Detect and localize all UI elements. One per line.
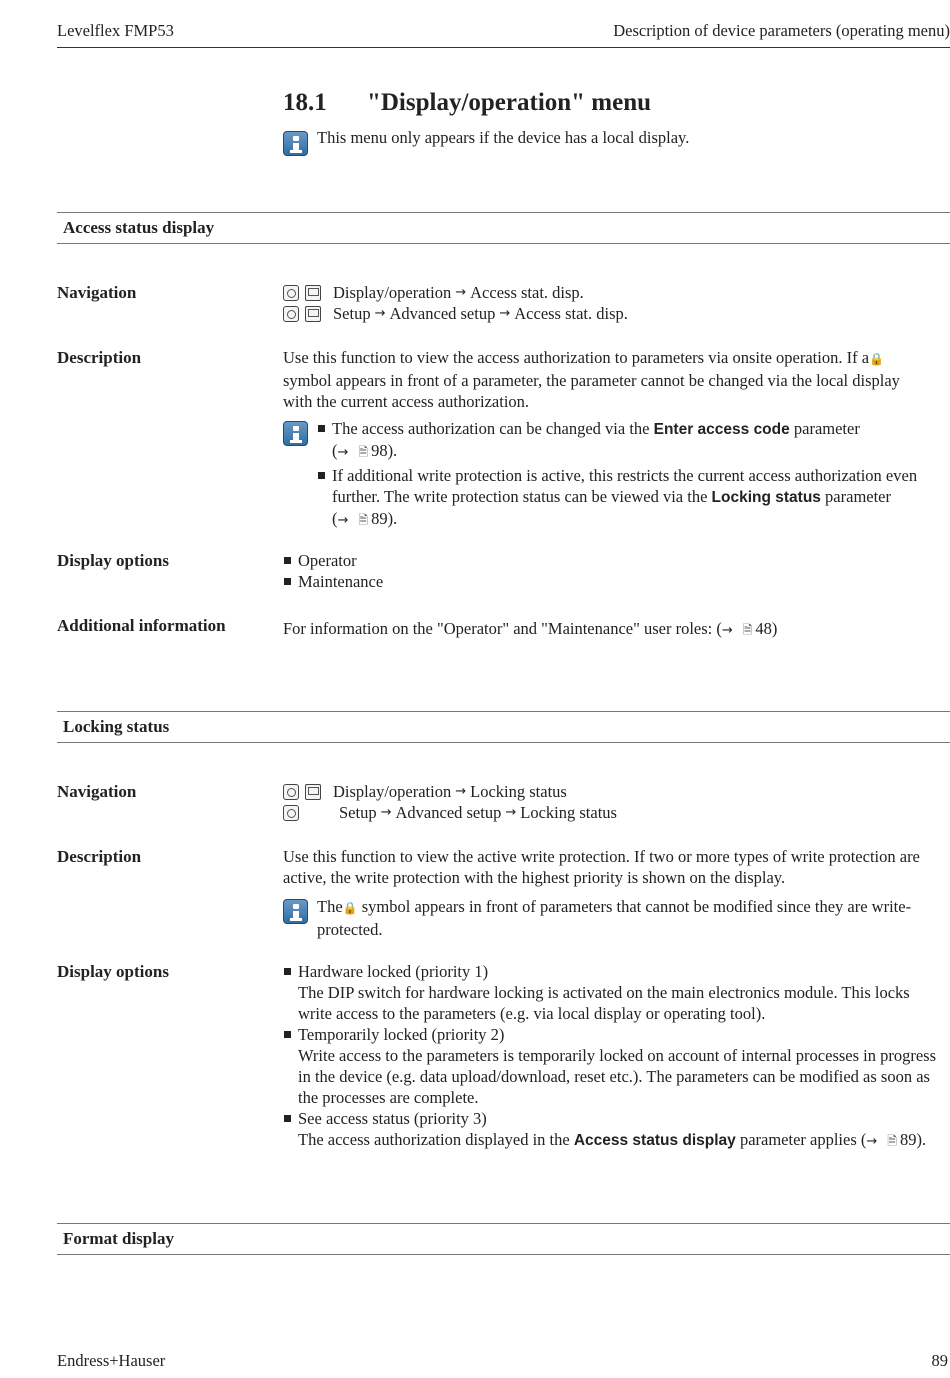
label-display-options: Display options <box>57 962 169 981</box>
keypad-icon <box>283 784 299 800</box>
option-item: Operator <box>283 550 383 571</box>
list-item: If additional write protection is active, this restricts the current access authorization even further. The write protection status can be viewed via the Locking status parameter (→ 🗎 89). <box>317 465 945 531</box>
display-options <box>283 550 383 592</box>
section-note: This menu only appears if the device has a local display. <box>317 128 690 147</box>
arrow-icon: → <box>499 306 511 321</box>
navigation-paths <box>283 781 617 823</box>
display-icon <box>305 784 321 800</box>
keypad-icon <box>283 285 299 301</box>
keypad-icon <box>283 306 299 322</box>
display-options <box>283 961 945 1152</box>
keypad-icon <box>283 805 299 821</box>
navigation-path: Display/operation → Locking status <box>283 781 617 802</box>
parameter-header-access-status <box>57 212 950 244</box>
parameter-title: Format display <box>63 1229 174 1248</box>
parameter-title: Locking status <box>63 717 170 736</box>
arrow-icon: → <box>866 1134 878 1149</box>
header-product: Levelflex FMP53 <box>57 21 174 40</box>
label-navigation: Navigation <box>57 283 137 302</box>
page-reference-icon: 🗎 <box>742 623 753 637</box>
label-navigation: Navigation <box>57 782 137 801</box>
description-text: Use this function to view the access authorization to parameters via onsite operation. If a🔒 symbol appears in front of a parameter, the parameter cannot be changed via the local display with the current access authorization. <box>283 348 900 411</box>
navigation-path: Setup → Advanced setup → Locking status <box>283 802 617 823</box>
parameter-title: Access status display <box>63 218 215 237</box>
header-rule <box>57 47 950 48</box>
parameter-header-format-display <box>57 1223 950 1255</box>
navigation-paths <box>283 282 628 324</box>
arrow-icon: → <box>337 445 349 460</box>
additional-information: For information on the "Operator" and "Maintenance" user roles: (→ 🗎 48) <box>283 619 778 638</box>
arrow-icon: → <box>337 513 349 528</box>
arrow-icon: → <box>455 285 467 300</box>
info-icon <box>283 899 308 929</box>
page-reference-icon: 🗎 <box>358 513 369 527</box>
header-chapter: Description of device parameters (operating menu) <box>613 21 950 40</box>
section-number: 18.1 <box>283 89 327 116</box>
display-icon <box>305 306 321 322</box>
list-item: The access authorization can be changed via the Enter access code parameter (→ 🗎 98). <box>317 418 945 463</box>
navigation-path: Setup → Advanced setup → Access stat. disp. <box>283 303 628 324</box>
section-title: "Display/operation" menu <box>367 89 652 116</box>
page-reference-icon: 🗎 <box>887 1134 897 1148</box>
option-item: Temporarily locked (priority 2) Write access to the parameters is temporarily locked on account of internal processes in progress in the device (e.g. data upload/download, reset etc.). The parameters can be modified as soon as the processes are complete. <box>283 1024 945 1108</box>
label-description: Description <box>57 348 142 367</box>
arrow-icon: → <box>721 623 733 638</box>
footer-brand: Endress+Hauser <box>57 1351 166 1370</box>
access-notes <box>317 418 945 531</box>
option-item: Hardware locked (priority 1) The DIP switch for hardware locking is activated on the main electronics module. This locks write access to the parameters (e.g. via local display or operating tool). <box>283 961 945 1024</box>
option-item: Maintenance <box>283 571 383 592</box>
description-text: Use this function to view the active write protection. If two or more types of write protection are active, the write protection with the highest priority is shown on the display. <box>283 847 920 887</box>
info-icon <box>283 421 308 451</box>
label-display-options: Display options <box>57 551 169 570</box>
locking-note: The🔒 symbol appears in front of parameters that cannot be modified since they are write-protected. <box>317 897 912 939</box>
arrow-icon: → <box>374 306 386 321</box>
parameter-header-locking-status <box>57 711 950 743</box>
label-description: Description <box>57 847 142 866</box>
arrow-icon: → <box>380 805 392 820</box>
lock-icon: 🔒 <box>342 901 358 915</box>
label-additional-information: Additional information <box>57 616 226 635</box>
arrow-icon: → <box>505 805 517 820</box>
section-heading <box>283 87 651 119</box>
lock-icon: 🔒 <box>869 352 884 366</box>
display-icon <box>305 285 321 301</box>
option-item: See access status (priority 3) The access authorization displayed in the Access status display parameter applies (→ 🗎 89). <box>283 1108 945 1152</box>
page-number: 89 <box>931 1351 948 1370</box>
info-icon <box>283 131 308 161</box>
navigation-path: Display/operation → Access stat. disp. <box>283 282 628 303</box>
arrow-icon: → <box>455 784 467 799</box>
page-reference-icon: 🗎 <box>358 445 369 459</box>
